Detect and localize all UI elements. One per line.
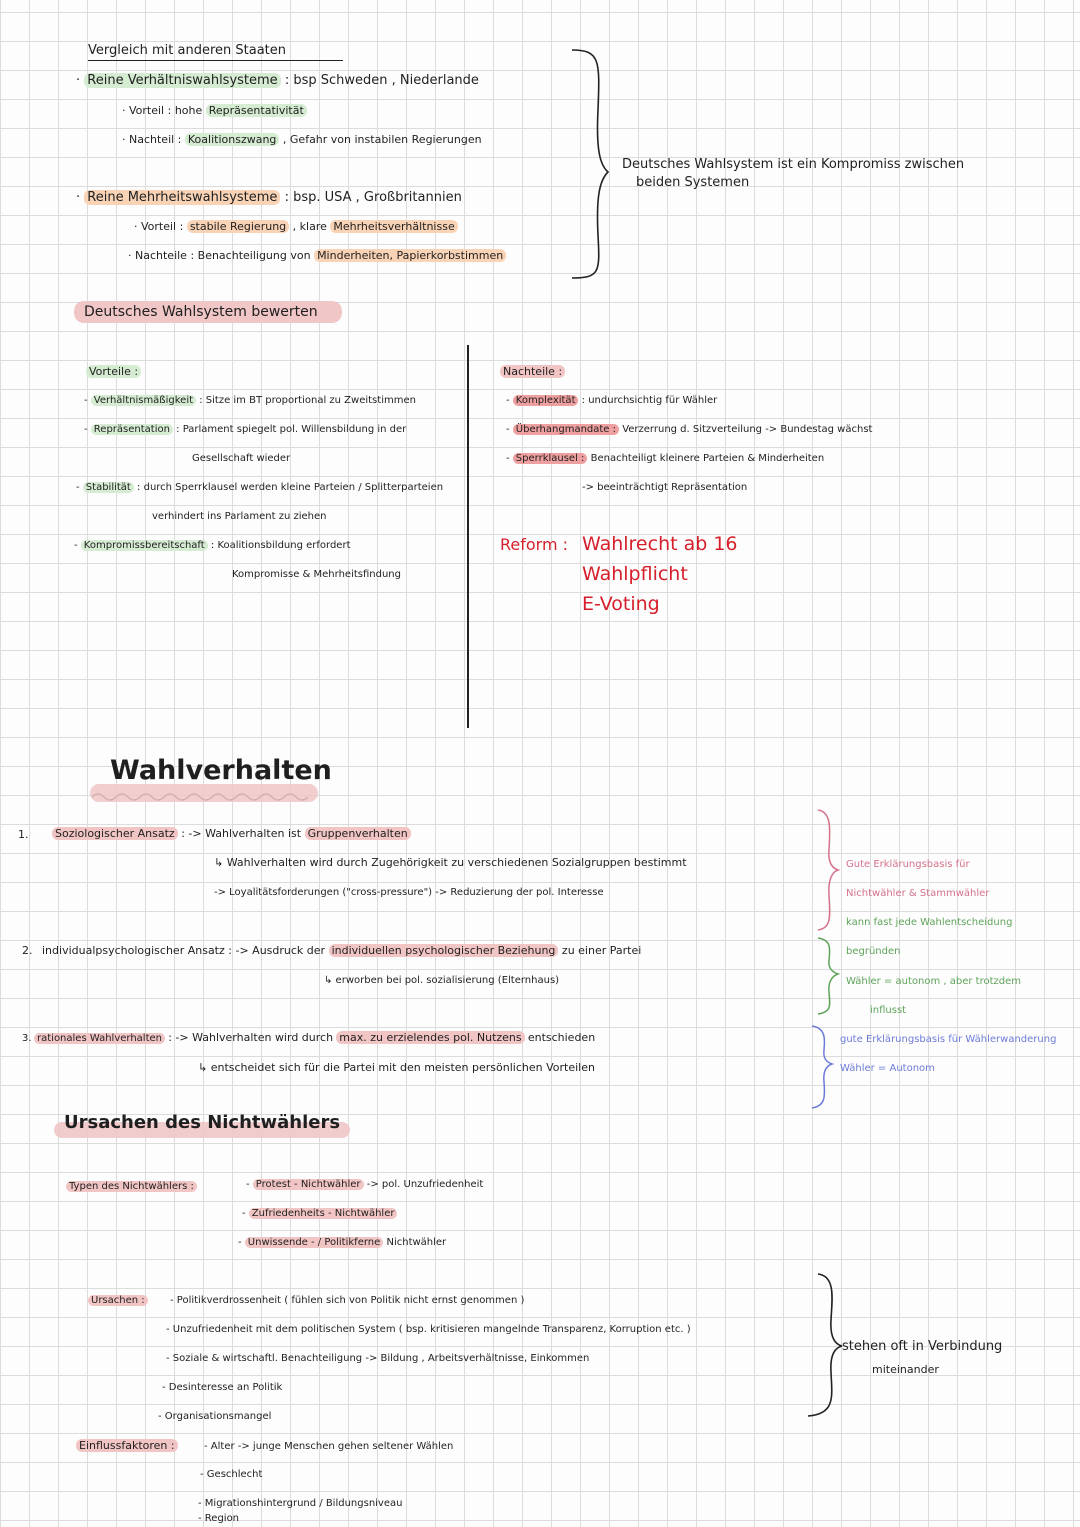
cause-item: - Unzufriedenheit mit dem politischen System ( bsp. kritisieren mangelnde Transparenz, Korruption etc. ) (166, 1324, 691, 1335)
pro-continuation: verhindert ins Parlament zu ziehen (152, 511, 327, 522)
maj-pro-sep: , klare (292, 220, 327, 233)
maj-pro-value1: stabile Regierung (187, 220, 289, 233)
approach-number: 3. (22, 1033, 32, 1044)
prop-pro-value: Repräsentativität (206, 104, 307, 117)
maj-con-label: Nachteile : Benachteiligung von (135, 249, 311, 262)
pro-text: : Parlament spiegelt pol. Willensbildung in der (176, 424, 407, 435)
pro-continuation: Gesellschaft wieder (192, 453, 291, 464)
indiv-line-2: ↳ erworben bei pol. sozialisierung (Elternhaus) (324, 975, 560, 986)
reform-label: Reform : (500, 535, 569, 554)
side-note-blue: Wähler = Autonom (840, 1063, 935, 1074)
approach-desc: : -> Ausdruck der (228, 944, 326, 957)
maj-system-line: · Reine Mehrheitswahlsysteme : bsp. USA , Großbritannien (76, 190, 462, 205)
maj-pro-value2: Mehrheitsverhältnisse (330, 220, 457, 233)
type-item: - Unwissende - / Politikferne Nichtwähler (238, 1237, 447, 1248)
types-label-wrap (66, 1180, 197, 1194)
cause-item: - Organisationsmangel (158, 1411, 272, 1422)
con-term: Überhangmandate : (513, 424, 619, 435)
side-note-pink: Nichtwähler & Stammwähler (846, 888, 990, 899)
pro-term: Verhältnismäßigkeit (91, 395, 196, 406)
pink-bracket (818, 810, 838, 930)
factor-item: - Geschlecht (200, 1469, 263, 1480)
type-term: Zufriedenheits - Nichtwähler (249, 1208, 398, 1219)
type-term: Unwissende - / Politikferne (245, 1237, 383, 1248)
causes-label-wrap (88, 1294, 148, 1308)
con-text: Benachteiligt kleinere Parteien & Minderheiten (590, 453, 825, 464)
cons-label-wrap (500, 364, 565, 379)
side-note-green: kann fast jede Wahlentscheidung (846, 917, 1013, 928)
nonvoters-heading: Ursachen des Nichtwählers (64, 1112, 341, 1133)
pro-term: Stabilität (83, 482, 134, 493)
pro-term: Repräsentation (91, 424, 173, 435)
con-item: - Komplexität : undurchsichtig für Wähler (506, 395, 718, 406)
approach-label: individualpsychologischer Ansatz (42, 944, 225, 957)
reform-item: Wahlrecht ab 16 (582, 533, 738, 555)
big-bracket-top (572, 50, 608, 278)
maj-system-examples: : bsp. USA , Großbritannien (284, 190, 462, 205)
approach-highlight: Gruppenverhalten (305, 827, 411, 840)
sozio-line-2: ↳ Wahlverhalten wird durch Zugehörigkeit zu verschiedenen Sozialgruppen bestimmt (214, 856, 687, 869)
bracket-note-1: Deutsches Wahlsystem ist ein Kompromiss zwischen (622, 157, 965, 172)
causes-note-1: stehen oft in Verbindung (842, 1339, 1003, 1354)
types-label: Typen des Nichtwählers : (66, 1181, 197, 1192)
cause-item: - Soziale & wirtschaftl. Benachteiligung -> Bildung , Arbeitsverhältnisse, Einkommen (166, 1353, 590, 1364)
factor-item: - Region (198, 1513, 240, 1524)
approach-number: 1. (18, 828, 29, 841)
side-note-green: Wähler = autonom , aber trotzdem (846, 976, 1021, 987)
causes-label: Ursachen : (88, 1295, 148, 1306)
bracket-note-2: beiden Systemen (636, 175, 750, 190)
maj-pro-line: · Vorteil : stabile Regierung , klare Mehrheitsverhältnisse (134, 219, 458, 234)
approach-desc: : -> Wahlverhalten ist (181, 827, 302, 840)
type-text: -> pol. Unzufriedenheit (366, 1179, 484, 1190)
approach-highlight: individuellen psychologischer Beziehung (329, 944, 559, 957)
con-continuation: -> beeinträchtigt Repräsentation (582, 482, 748, 493)
pro-continuation: Kompromisse & Mehrheitsfindung (232, 569, 401, 580)
rational-line-2: ↳ entscheidet sich für die Partei mit den meisten persönlichen Vorteilen (198, 1061, 595, 1074)
sozio-line-3: -> Loyalitätsforderungen ("cross-pressure") -> Reduzierung der pol. Interesse (214, 887, 604, 898)
side-note-pink: Gute Erklärungsbasis für (846, 859, 970, 870)
type-text: Nichtwähler (386, 1237, 447, 1248)
cause-item: - Politikverdrossenheit ( fühlen sich von Politik nicht ernst genommen ) (170, 1295, 525, 1306)
con-term: Komplexität (513, 395, 579, 406)
causes-note-2: miteinander (872, 1363, 939, 1376)
maj-pro-label: Vorteil : (141, 220, 184, 233)
type-item: - Protest - Nichtwähler -> pol. Unzufriedenheit (246, 1179, 484, 1190)
approach-line (34, 1031, 595, 1046)
prop-pro-label: Vorteil : hohe (129, 104, 203, 117)
pro-item: - Kompromissbereitschaft : Koalitionsbildung erfordert (74, 540, 351, 551)
causes-bracket (808, 1274, 842, 1416)
maj-con-value: Minderheiten, Papierkorbstimmen (314, 249, 506, 262)
pro-text: : durch Sperrklausel werden kleine Parteien / Splitterparteien (137, 482, 444, 493)
type-term: Protest - Nichtwähler (253, 1179, 364, 1190)
side-note-green: influsst (870, 1005, 907, 1016)
side-note-green: begründen (846, 946, 901, 957)
pro-term: Kompromissbereitschaft (81, 540, 208, 551)
evaluate-heading: Deutsches Wahlsystem bewerten (84, 304, 318, 320)
blue-bracket (812, 1026, 832, 1108)
reform-item: E-Voting (582, 593, 660, 615)
prop-system-examples: : bsp Schweden , Niederlande (284, 73, 479, 88)
prop-system-label: Reine Verhältniswahlsysteme (84, 73, 280, 88)
approach-line (42, 943, 641, 958)
con-item: - Sperrklausel : Benachteiligt kleinere Parteien & Minderheiten (506, 453, 825, 464)
factors-label: Einflussfaktoren : (76, 1439, 178, 1452)
maj-con-line: · Nachteile : Benachteiligung von Minderheiten, Papierkorbstimmen (128, 248, 506, 263)
cons-label: Nachteile : (500, 365, 565, 378)
cause-item: - Desinteresse an Politik (162, 1382, 283, 1393)
pros-label: Vorteile : (86, 365, 141, 378)
prop-con-label: Nachteil : (129, 133, 182, 146)
factor-item: - Alter -> junge Menschen gehen seltener Wählen (204, 1441, 454, 1452)
pro-text: : Sitze im BT proportional zu Zweitstimmen (199, 395, 416, 406)
prop-con-value1: Koalitionszwang (185, 133, 280, 146)
approach-desc-end: zu einer Partei (561, 944, 642, 957)
pros-label-wrap (86, 364, 141, 379)
maj-system-label: Reine Mehrheitswahlsysteme (84, 190, 280, 205)
reform-item: Wahlpflicht (582, 563, 688, 585)
wahlverhalten-heading: Wahlverhalten (110, 755, 332, 786)
approach-label: Soziologischer Ansatz (52, 827, 178, 840)
pro-item: - Stabilität : durch Sperrklausel werden kleine Parteien / Splitterparteien (76, 482, 444, 493)
pro-item: - Repräsentation : Parlament spiegelt pol. Willensbildung in der (84, 424, 407, 435)
factors-label-wrap (76, 1438, 178, 1453)
approach-label: rationales Wahlverhalten (34, 1033, 165, 1044)
factor-item: - Migrationshintergrund / Bildungsniveau (198, 1498, 403, 1509)
approach-line (52, 826, 411, 841)
green-bracket (818, 938, 838, 1014)
compare-title: Vergleich mit anderen Staaten (88, 42, 343, 61)
approach-desc: : -> Wahlverhalten wird durch (168, 1031, 334, 1044)
approach-desc-end: entschieden (527, 1031, 596, 1044)
side-note-blue: gute Erklärungsbasis für Wählerwanderung (840, 1034, 1057, 1045)
con-text: : undurchsichtig für Wähler (581, 395, 718, 406)
approach-number: 2. (22, 944, 33, 957)
type-item: - Zufriedenheits - Nichtwähler (242, 1207, 397, 1221)
prop-pro-line: · Vorteil : hohe Repräsentativität (122, 103, 307, 118)
pro-text: : Koalitionsbildung erfordert (210, 540, 351, 551)
prop-con-value2: , Gefahr von instabilen Regierungen (282, 133, 482, 146)
pro-item: - Verhältnismäßigkeit : Sitze im BT proportional zu Zweitstimmen (84, 395, 416, 406)
prop-con-line: · Nachteil : Koalitionszwang , Gefahr von instabilen Regierungen (122, 133, 482, 146)
con-item: - Überhangmandate : Verzerrung d. Sitzverteilung -> Bundestag wächst (506, 424, 873, 435)
con-term: Sperrklausel : (513, 453, 588, 464)
prop-system-line: · Reine Verhältniswahlsysteme : bsp Schweden , Niederlande (76, 73, 479, 88)
con-text: Verzerrung d. Sitzverteilung -> Bundestag wächst (622, 424, 873, 435)
approach-highlight: max. zu erzielendes pol. Nutzens (336, 1031, 524, 1044)
